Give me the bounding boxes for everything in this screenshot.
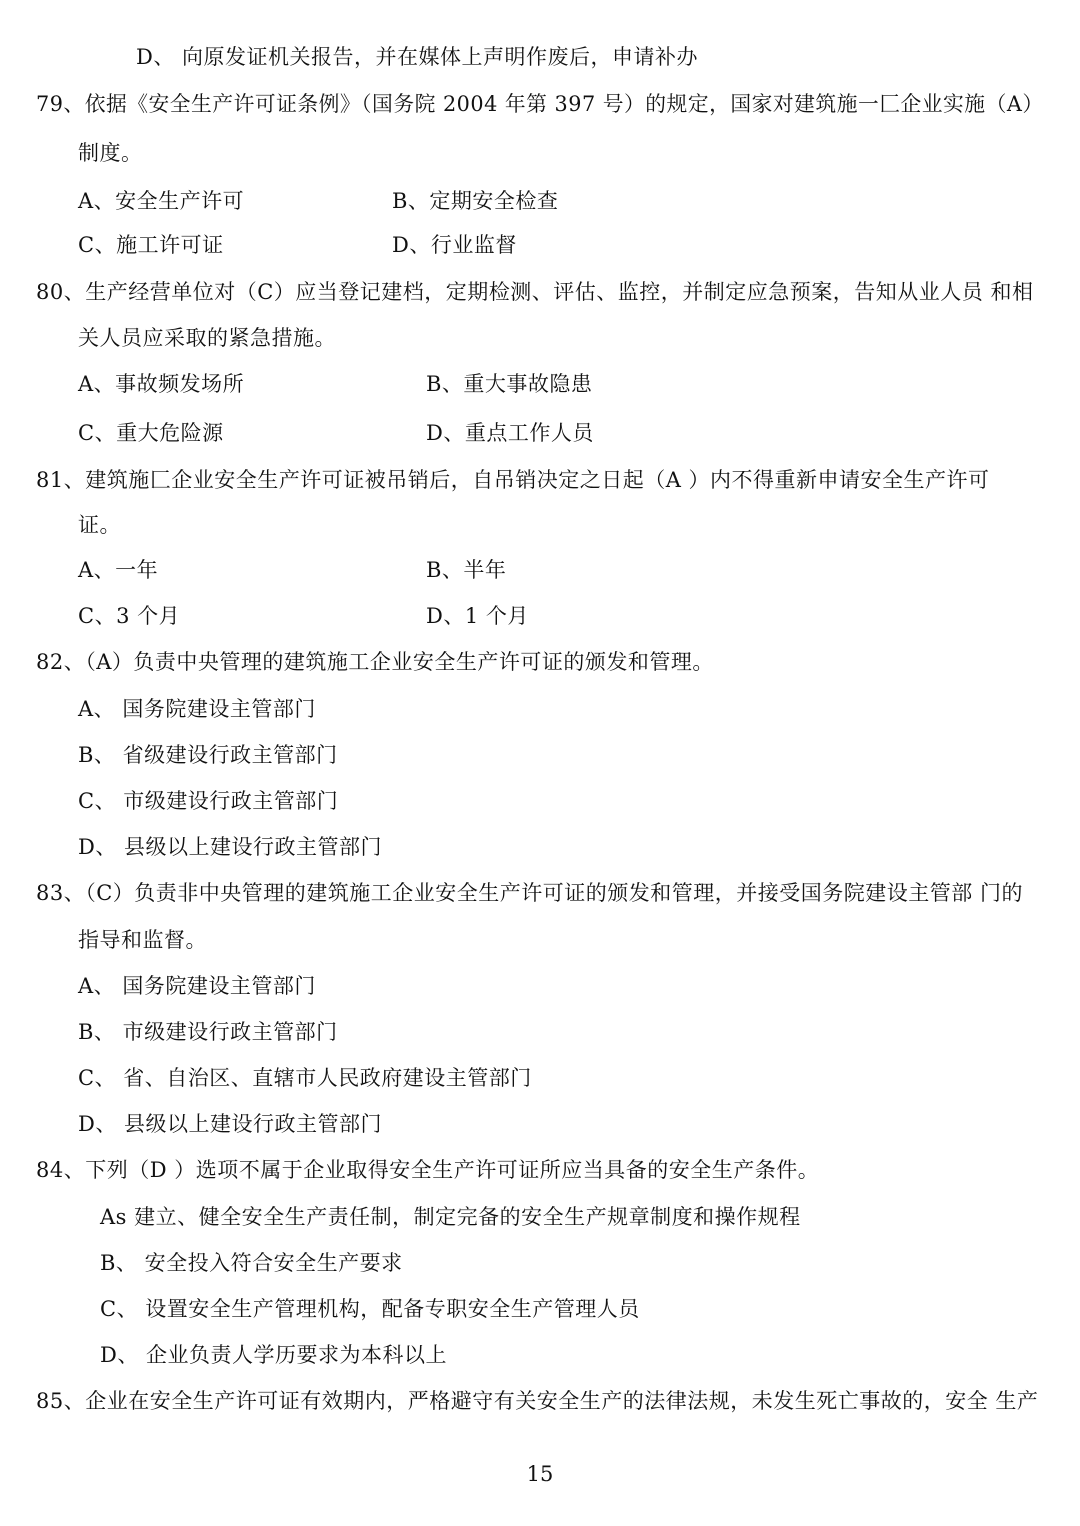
q81-question: 81、建筑施匚企业安全生产许可证被吊销后，自吊销决定之日起（A ）内不得重新申请安全生产许可 — [36, 468, 990, 492]
q79-option-d: D、行业监督 — [392, 233, 517, 257]
q84-option-a: As 建立、健全安全生产责任制，制定完备的安全生产规章制度和操作规程 — [100, 1205, 801, 1229]
q84-option-d: D、 企业负责人学历要求为本科以上 — [100, 1343, 448, 1367]
q83-option-d: D、 县级以上建设行政主管部门 — [78, 1112, 383, 1136]
q81-question-cont: 证。 — [78, 513, 121, 537]
q83-question: 83、（C）负责非中央管理的建筑施工企业安全生产许可证的颁发和管理，并接受国务院建设主管部 门的 — [36, 881, 1023, 905]
q82-option-c: C、 市级建设行政主管部门 — [78, 789, 339, 813]
q78-option-d: D、 向原发证机关报告，并在媒体上声明作废后，申请补办 — [136, 45, 699, 69]
q82-option-a: A、 国务院建设主管部门 — [78, 697, 316, 721]
q84-option-c: C、 设置安全生产管理机构，配备专职安全生产管理人员 — [100, 1297, 640, 1321]
q82-option-d: D、 县级以上建设行政主管部门 — [78, 835, 383, 859]
q79-option-c: C、施工许可证 — [78, 233, 224, 257]
q83-option-a: A、 国务院建设主管部门 — [78, 974, 316, 998]
q79-option-b: B、定期安全检查 — [392, 189, 559, 213]
q84-option-b: B、 安全投入符合安全生产要求 — [100, 1251, 403, 1275]
q80-option-c: C、重大危险源 — [78, 421, 224, 445]
q81-option-d: D、1 个月 — [426, 604, 529, 628]
q80-option-b: B、重大事故隐患 — [426, 372, 593, 396]
q79-question: 79、依据《安全生产许可证条例》（国务院 2004 年第 397 号）的规定，国家对建筑施一匚企业实施（A） — [36, 92, 1044, 116]
q79-question-cont: 制度。 — [78, 141, 143, 165]
q80-question-cont: 关人员应采取的紧急措施。 — [78, 326, 336, 350]
page-number: 15 — [526, 1462, 554, 1486]
q82-question: 82、（A）负责中央管理的建筑施工企业安全生产许可证的颁发和管理。 — [36, 650, 714, 674]
q82-option-b: B、 省级建设行政主管部门 — [78, 743, 338, 767]
q80-option-d: D、重点工作人员 — [426, 421, 594, 445]
q80-question: 80、生产经营单位对（C）应当登记建档，定期检测、评估、监控，并制定应急预案，告知从业人员 和相 — [36, 280, 1034, 304]
q83-option-c: C、 省、自治区、直辖市人民政府建设主管部门 — [78, 1066, 532, 1090]
q81-option-a: A、一年 — [78, 558, 159, 582]
q83-question-cont: 指导和监督。 — [78, 928, 207, 952]
q81-option-b: B、半年 — [426, 558, 507, 582]
q84-question: 84、下列（D ）选项不属于企业取得安全生产许可证所应当具备的安全生产条件。 — [36, 1158, 820, 1182]
q83-option-b: B、 市级建设行政主管部门 — [78, 1020, 338, 1044]
q79-option-a: A、安全生产许可 — [78, 189, 245, 213]
q85-question: 85、企业在安全生产许可证有效期内，严格避守有关安全生产的法律法规，未发生死亡事故的，安全 生产 — [36, 1389, 1039, 1413]
q80-option-a: A、事故频发场所 — [78, 372, 245, 396]
q81-option-c: C、3 个月 — [78, 604, 181, 628]
